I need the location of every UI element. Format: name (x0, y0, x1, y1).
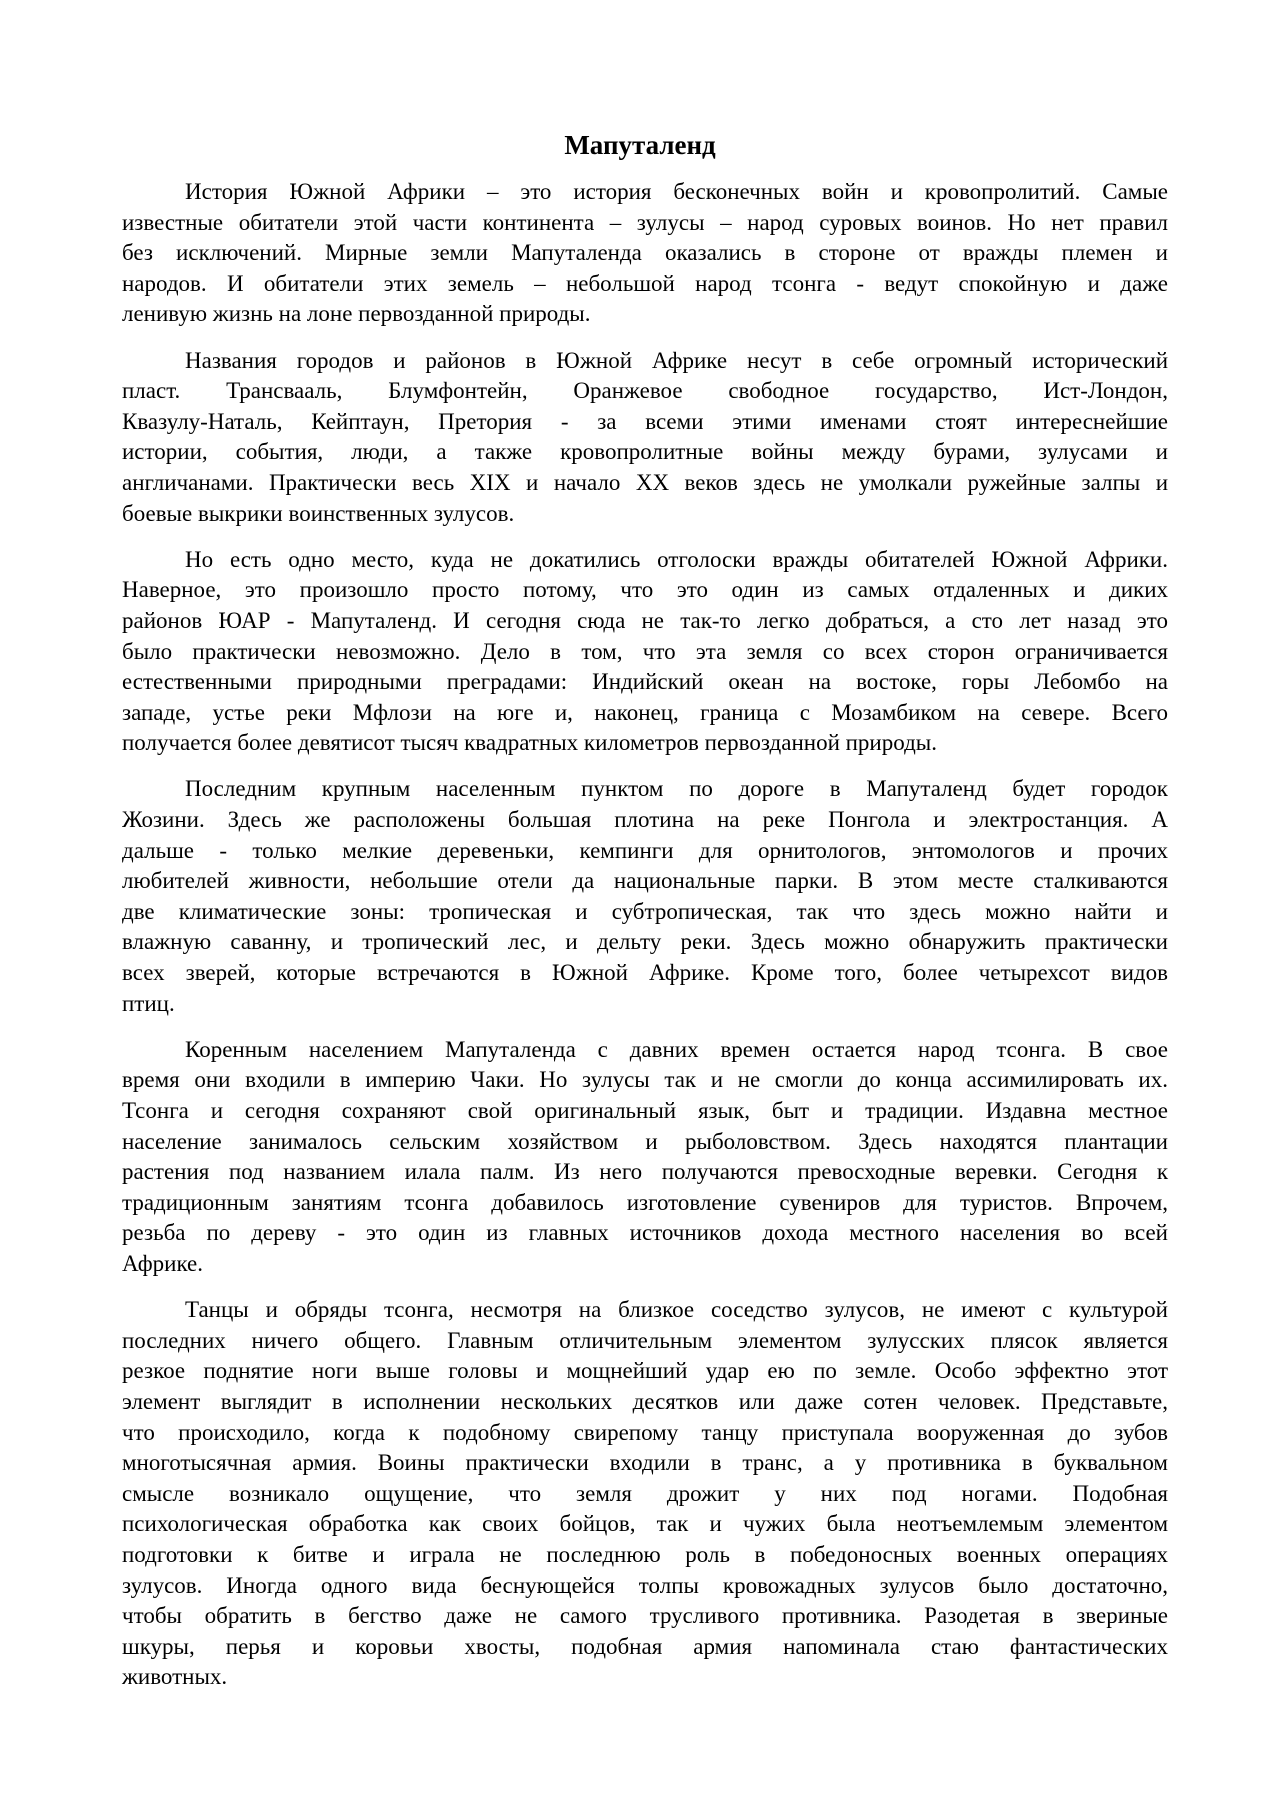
text-line: растения под названием илала палм. Из него получаются превосходные веревки. Сегодня к (122, 1159, 1168, 1185)
text-line: пласт. Трансвааль, Блумфонтейн, Оранжевое свободное государство, Ист-Лондон, (122, 378, 1168, 404)
paragraph (122, 774, 1168, 1019)
text-line: Названия городов и районов в Южной Африке несут в себе огромный исторический (185, 347, 1168, 373)
text-line: Жозини. Здесь же расположены большая плотина на реке Понгола и электростанция. А (122, 807, 1168, 833)
text-line: всех зверей, которые встречаются в Южной Африке. Кроме того, более четырехсот видов (122, 960, 1168, 986)
text-line: Коренным населением Мапуталенда с давних времен остается народ тсонга. В свое (185, 1036, 1168, 1062)
paragraph (122, 545, 1168, 759)
text-line: районов ЮАР - Мапуталенд. И сегодня сюда не так-то легко добраться, а сто лет назад это (122, 607, 1168, 633)
text-line: ленивую жизнь на лоне первозданной природы. (122, 301, 591, 327)
text-line: что происходило, когда к подобному свирепому танцу приступала вооруженная до зубов (122, 1419, 1168, 1445)
text-line: время они входили в империю Чаки. Но зулусы так и не смогли до конца ассимилировать их. (122, 1067, 1168, 1093)
text-line: психологическая обработка как своих бойцов, так и чужих была неотъемлемым элементом (122, 1511, 1168, 1537)
text-line: Тсонга и сегодня сохраняют свой оригинальный язык, быт и традиции. Издавна местное (122, 1098, 1168, 1123)
text-line: многотысячная армия. Воины практически входили в транс, а у противника в буквальном (122, 1450, 1168, 1476)
text-line: последних ничего общего. Главным отличительным элементом зулусских плясок является (122, 1327, 1168, 1353)
text-line: Наверное, это произошло просто потому, что это один из самых отдаленных и диких (122, 577, 1168, 603)
text-line: англичанами. Практически весь XIX и начало XX веков здесь не умолкали ружейные залпы и (122, 469, 1168, 495)
text-line: шкуры, перья и коровьи хвосты, подобная армия напоминала стаю фантастических (122, 1633, 1168, 1659)
document-title: Мапуталенд (564, 130, 716, 160)
text-line: подготовки к битве и играла не последнюю роль в победоносных военных операциях (122, 1541, 1168, 1567)
text-line: известные обитатели этой части континента – зулусы – народ суровых воинов. Но нет правил (122, 209, 1168, 235)
text-line: влажную саванну, и тропический лес, и дельту реки. Здесь можно обнаружить практически (122, 929, 1168, 955)
text-line: боевые выкрики воинственных зулусов. (122, 500, 515, 526)
text-line: Последним крупным населенным пунктом по дороге в Мапуталенд будет городок (185, 776, 1168, 802)
text-line: элемент выглядит в исполнении нескольких десятков или даже сотен человек. Представьте, (122, 1388, 1168, 1414)
text-line: резьба по дереву - это один из главных источников дохода местного населения во всей (122, 1220, 1168, 1246)
text-line: без исключений. Мирные земли Мапуталенда оказались в стороне от вражды племен и (122, 240, 1168, 266)
text-line: зулусов. Иногда одного вида беснующейся толпы кровожадных зулусов было достаточно, (122, 1572, 1168, 1598)
text-line: История Южной Африки – это история бесконечных войн и кровопролитий. Самые (185, 179, 1168, 204)
text-line: любителей живности, небольшие отели да национальные парки. В этом месте сталкиваются (122, 868, 1168, 894)
text-line: западе, устье реки Мфлози на юге и, наконец, граница с Мозамбиком на севере. Всего (122, 699, 1168, 725)
text-line: Но есть одно место, куда не докатились отголоски вражды обитателей Южной Африки. (185, 546, 1168, 572)
paragraph (122, 1295, 1168, 1693)
text-line: было практически невозможно. Дело в том, что эта земля со всех сторон ограничивается (122, 638, 1168, 664)
text-line: население занималось сельским хозяйством и рыболовством. Здесь находятся плантации (122, 1128, 1168, 1154)
text-line: смысле возникало ощущение, что земля дрожит у них под ногами. Подобная (122, 1480, 1168, 1506)
document-body (122, 177, 1168, 1708)
text-line: чтобы обратить в бегство даже не самого трусливого противника. Разодетая в звериные (122, 1603, 1168, 1629)
text-line: истории, события, люди, а также кровопролитные войны между бурами, зулусами и (122, 439, 1168, 465)
text-line: получается более девятисот тысяч квадратных километров первозданной природы. (122, 730, 937, 756)
text-line: птиц. (122, 990, 175, 1016)
text-line: дальше - только мелкие деревеньки, кемпинги для орнитологов, энтомологов и прочих (122, 837, 1168, 863)
text-line: Квазулу-Наталь, Кейптаун, Претория - за всеми этими именами стоят интереснейшие (122, 408, 1168, 434)
text-line: народов. И обитатели этих земель – небольшой народ тсонга - ведут спокойную и даже (122, 270, 1168, 296)
text-line: животных. (122, 1664, 228, 1690)
text-line: Африке. (122, 1250, 204, 1276)
text-line: естественными природными преградами: Индийский океан на востоке, горы Лебомбо на (122, 669, 1168, 695)
text-line: традиционным занятиям тсонга добавилось изготовление сувениров для туристов. Впрочем, (122, 1189, 1168, 1215)
text-line: две климатические зоны: тропическая и субтропическая, так что здесь можно найти и (122, 898, 1168, 924)
text-line: Танцы и обряды тсонга, несмотря на близкое соседство зулусов, не имеют с культурой (185, 1297, 1168, 1323)
paragraph (122, 346, 1168, 530)
paragraph (122, 1035, 1168, 1280)
paragraph (122, 177, 1168, 330)
text-line: резкое поднятие ноги выше головы и мощнейший удар ею по земле. Особо эффектно этот (122, 1358, 1168, 1384)
